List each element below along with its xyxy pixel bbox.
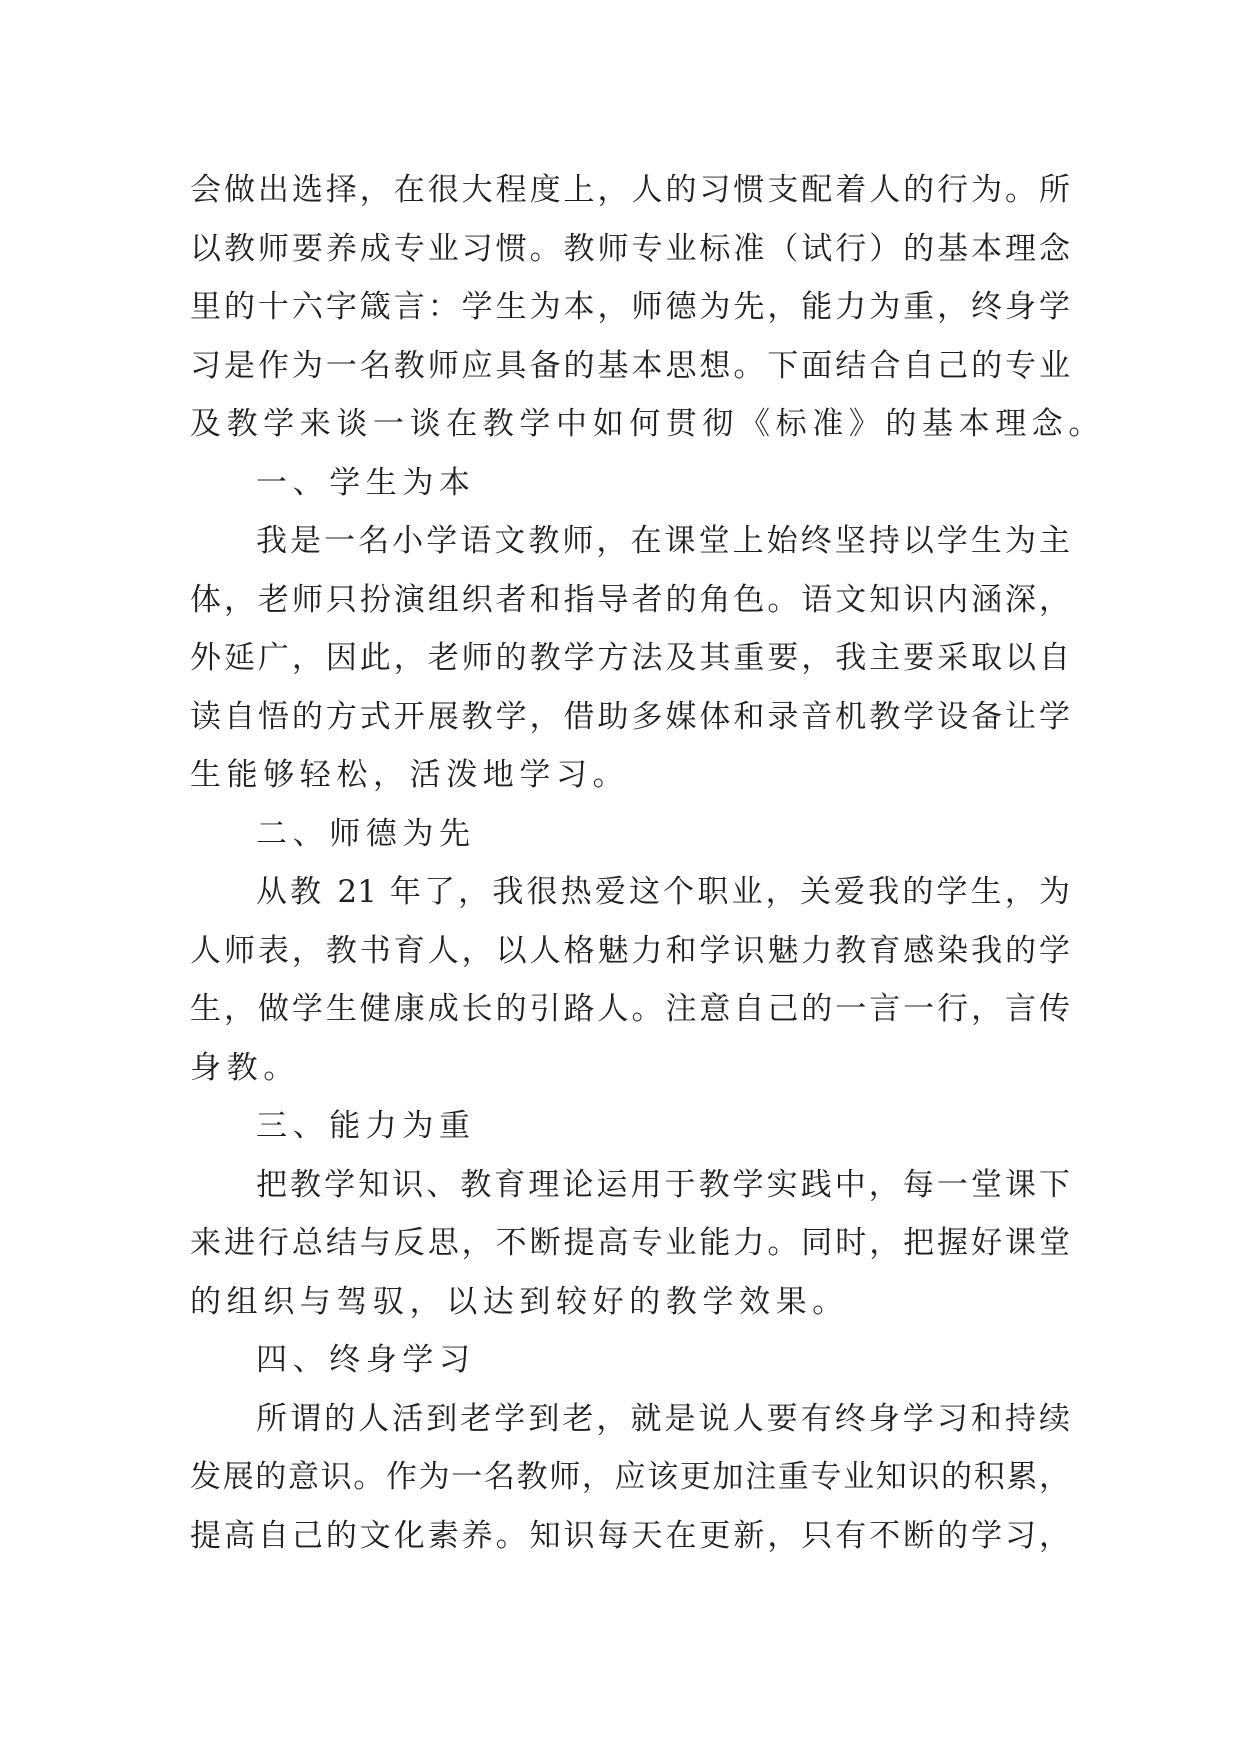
paragraph-line: 把教学知识、教育理论运用于教学实践中，每一堂课下 [256, 1166, 1070, 1203]
paragraph-line: 生，做学生健康成长的引路人。注意自己的一言一行，言传 [190, 991, 1070, 1027]
section-heading-3: 三、能力为重 [256, 1108, 476, 1144]
paragraph-line: 会做出选择，在很大程度上，人的习惯支配着人的行为。所 [190, 172, 1070, 208]
paragraph-line: 从教 21 年了，我很热爱这个职业，关爱我的学生，为 [256, 874, 1070, 910]
paragraph-line: 来进行总结与反思，不断提高专业能力。同时，把握好课堂 [190, 1225, 1070, 1261]
paragraph-line: 读自悟的方式开展教学，借助多媒体和录音机教学设备让学 [190, 698, 1070, 735]
paragraph-line: 我是一名小学语文教师，在课堂上始终坚持以学生为主 [256, 523, 1070, 559]
paragraph-line: 的组织与驾驭，以达到较好的教学效果。 [190, 1283, 849, 1320]
paragraph-line: 发展的意识。作为一名教师，应该更加注重专业知识的积累， [190, 1459, 1070, 1495]
paragraph-line: 及教学来谈一谈在教学中如何贯彻《标准》的基本理念。 [190, 406, 1105, 442]
section-heading-1: 一、学生为本 [256, 464, 476, 501]
paragraph-line: 里的十六字箴言：学生为本，师德为先，能力为重，终身学 [190, 289, 1070, 325]
paragraph-line: 体，老师只扮演组织者和指导者的角色。语文知识内涵深， [190, 581, 1070, 618]
paragraph-line: 身教。 [190, 1049, 300, 1086]
document-body [190, 161, 1105, 1565]
paragraph-line: 外延广，因此，老师的教学方法及其重要，我主要采取以自 [190, 640, 1070, 676]
paragraph-line: 习是作为一名教师应具备的基本思想。下面结合自己的专业 [190, 347, 1070, 384]
paragraph-line: 生能够轻松，活泼地学习。 [190, 757, 630, 793]
section-heading-4: 四、终身学习 [256, 1342, 476, 1378]
paragraph-line: 以教师要养成专业习惯。教师专业标准（试行）的基本理念 [190, 230, 1070, 267]
paragraph-line: 所谓的人活到老学到老，就是说人要有终身学习和持续 [256, 1400, 1070, 1437]
paragraph-line: 人师表，教书育人，以人格魅力和学识魅力教育感染我的学 [190, 932, 1070, 969]
section-heading-2: 二、师德为先 [256, 815, 476, 852]
paragraph-line: 提高自己的文化素养。知识每天在更新，只有不断的学习， [190, 1517, 1070, 1554]
